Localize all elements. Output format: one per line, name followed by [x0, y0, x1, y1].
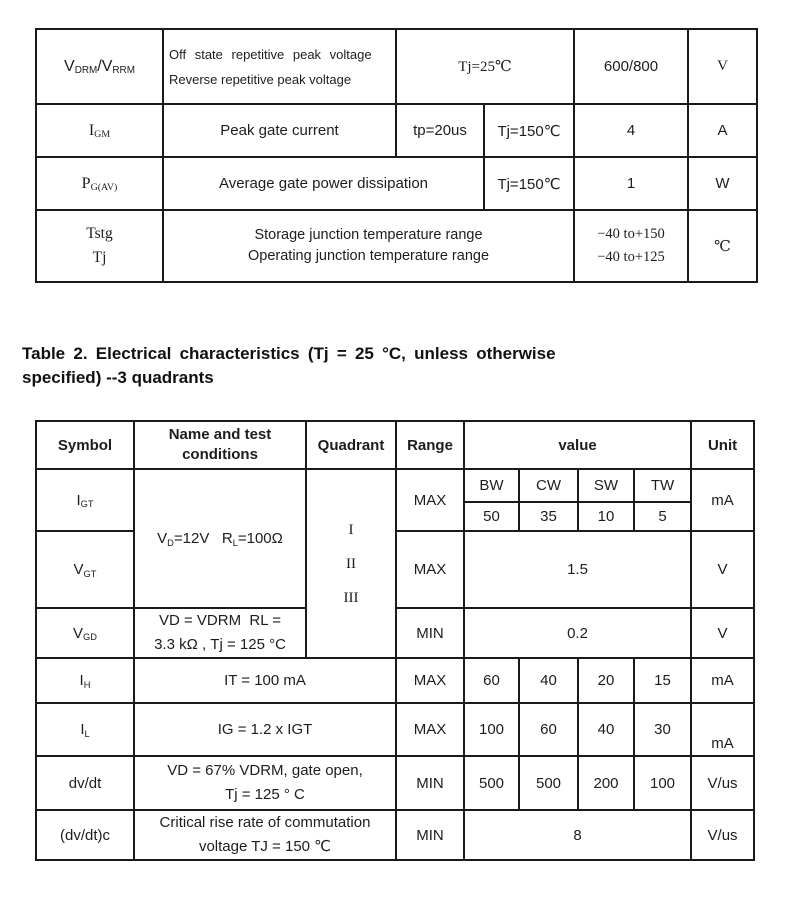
range-dvdt: MIN — [396, 756, 464, 810]
range-vgt: MAX — [396, 531, 464, 608]
value-igt-sw: 10 — [578, 502, 634, 531]
header-quadrant: Quadrant — [306, 421, 396, 469]
value-igt-tw: 5 — [634, 502, 691, 531]
symbol-tstg-tj: Tstg Tj — [36, 210, 163, 282]
value-ih-bw: 60 — [464, 658, 519, 703]
symbol-vdrm-vrrm: $V_{DRM}/V_{RRM}$ — [36, 29, 163, 104]
table2-title — [22, 342, 677, 390]
value-pgav: 1 — [574, 157, 688, 210]
header-name-conditions — [134, 421, 306, 469]
symbol-igm: $I_{GM}$ — [36, 104, 163, 157]
table2-title-line2: specified) --3 quadrants — [22, 368, 214, 387]
symbol-ih: $I_H$ — [36, 658, 134, 703]
value-il-cw: 60 — [519, 703, 578, 756]
ratings-table — [35, 28, 758, 283]
value-dvdtc: 8 — [464, 810, 691, 860]
desc-tstg-tj: Storage junction temperature range Operating junction temperature range — [163, 210, 574, 282]
symbol-vgt: $V_{GT}$ — [36, 531, 134, 608]
unit-dvdt: V/us — [691, 756, 754, 810]
value-igm: 4 — [574, 104, 688, 157]
table2-title-line1: Table 2. Electrical characteristics (Tj = 25 °C, unless otherwise — [22, 344, 556, 363]
table-row — [36, 29, 757, 104]
grade-sw: SW — [578, 469, 634, 502]
table-row — [36, 658, 754, 703]
value-vgt: 1.5 — [464, 531, 691, 608]
symbol-il: $I_L$ — [36, 703, 134, 756]
value-vdrm-vrrm: 600/800 — [574, 29, 688, 104]
header-unit: Unit — [691, 421, 754, 469]
desc-vdrm-vrrm: Off state repetitive peak voltage Reverse repetitive peak voltage — [163, 29, 396, 104]
desc-pgav: Average gate power dissipation — [163, 157, 484, 210]
condition-igt-vgt: $V_D=12V$ $R_L=100\Omega$ — [134, 469, 306, 608]
value-dvdt-tw: 100 — [634, 756, 691, 810]
value-dvdt-cw: 500 — [519, 756, 578, 810]
value-il-sw: 40 — [578, 703, 634, 756]
table-row — [36, 756, 754, 810]
value-dvdt-sw: 200 — [578, 756, 634, 810]
value-ih-sw: 20 — [578, 658, 634, 703]
condition-dvdt: VD = 67% VDRM, gate open, Tj = 125 ° C — [134, 756, 396, 810]
value-igt-bw: 50 — [464, 502, 519, 531]
table-row — [36, 810, 754, 860]
header-range: Range — [396, 421, 464, 469]
condition2-igm: Tj=150℃ — [484, 104, 574, 157]
table-header-row — [36, 421, 754, 469]
table-row — [36, 608, 754, 658]
value-ih-cw: 40 — [519, 658, 578, 703]
value-ih-tw: 15 — [634, 658, 691, 703]
symbol-igt: $I_{GT}$ — [36, 469, 134, 531]
condition-vdrm-vrrm: Tj=25℃ — [396, 29, 574, 104]
table-row — [36, 703, 754, 756]
unit-pgav: W — [688, 157, 757, 210]
range-ih: MAX — [396, 658, 464, 703]
unit-dvdtc: V/us — [691, 810, 754, 860]
header-name-text: Name and test conditions — [168, 426, 272, 463]
condition2-pgav: Tj=150℃ — [484, 157, 574, 210]
value-il-tw: 30 — [634, 703, 691, 756]
unit-il: mA — [691, 703, 754, 756]
symbol-pgav: $P_{G(AV)}$ — [36, 157, 163, 210]
condition-vgd: VD = VDRM RL = 3.3 kΩ , Tj = 125 °C — [134, 608, 306, 658]
grade-tw: TW — [634, 469, 691, 502]
condition-dvdtc: Critical rise rate of commutation voltage TJ = 150 ℃ — [134, 810, 396, 860]
electrical-characteristics-table — [35, 420, 755, 861]
symbol-vgd: $V_{GD}$ — [36, 608, 134, 658]
range-dvdtc: MIN — [396, 810, 464, 860]
unit-igt: mA — [691, 469, 754, 531]
condition-il: IG = 1.2 x IGT — [134, 703, 396, 756]
quadrant-cell: I II III — [306, 469, 396, 658]
value-igt-cw: 35 — [519, 502, 578, 531]
table-row — [36, 210, 757, 282]
table-row — [36, 469, 754, 502]
header-value: value — [464, 421, 691, 469]
condition1-igm: tp=20us — [396, 104, 484, 157]
unit-vgt: V — [691, 531, 754, 608]
grade-cw: CW — [519, 469, 578, 502]
condition-ih: IT = 100 mA — [134, 658, 396, 703]
unit-vgd: V — [691, 608, 754, 658]
value-dvdt-bw: 500 — [464, 756, 519, 810]
symbol-dvdt: dv/dt — [36, 756, 134, 810]
grade-bw: BW — [464, 469, 519, 502]
table-row — [36, 157, 757, 210]
range-igt: MAX — [396, 469, 464, 531]
unit-tstg-tj: ℃ — [688, 210, 757, 282]
range-vgd: MIN — [396, 608, 464, 658]
unit-ih: mA — [691, 658, 754, 703]
unit-vdrm-vrrm: V — [688, 29, 757, 104]
table-row — [36, 104, 757, 157]
range-il: MAX — [396, 703, 464, 756]
symbol-dvdtc: (dv/dt)c — [36, 810, 134, 860]
header-symbol: Symbol — [36, 421, 134, 469]
value-vgd: 0.2 — [464, 608, 691, 658]
value-tstg-tj: −40 to+150 −40 to+125 — [574, 210, 688, 282]
unit-igm: A — [688, 104, 757, 157]
desc-igm: Peak gate current — [163, 104, 396, 157]
value-il-bw: 100 — [464, 703, 519, 756]
